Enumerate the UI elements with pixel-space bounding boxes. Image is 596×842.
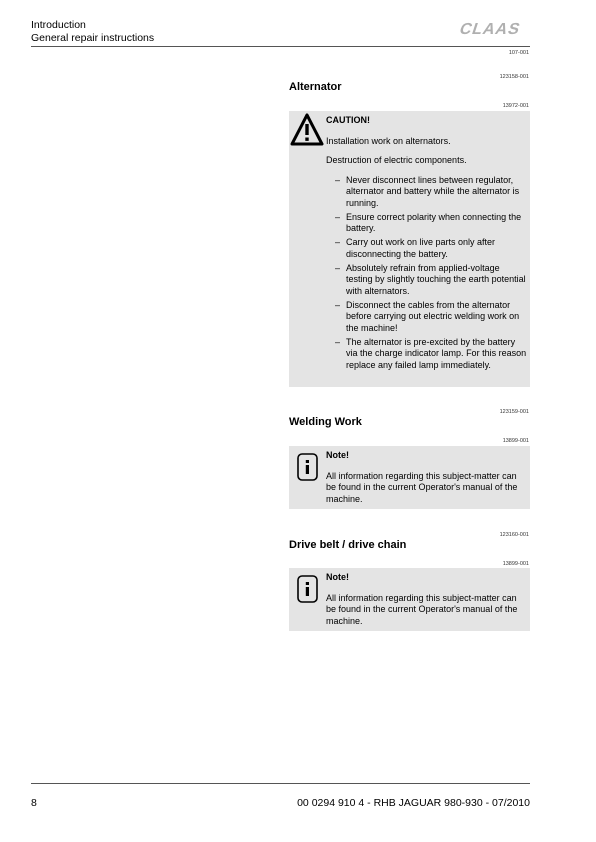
welding-title: Welding Work (289, 416, 362, 428)
alternator-ref: 123158-001 (499, 74, 529, 80)
alternator-panel-ref: 13972-001 (502, 103, 529, 109)
warning-triangle-icon (289, 111, 325, 156)
welding-note-text: All information regarding this subject-matter can be found in the current Operator's manual of the machine. (326, 470, 518, 504)
caution-intro-2: Destruction of electric components. (326, 155, 467, 165)
list-item: – Carry out work on live parts only after disconnecting the battery. (335, 237, 496, 259)
list-item: – Disconnect the cables from the alternator before carrying out electric welding work on the machine! (335, 299, 520, 333)
caution-intro-1: Installation work on alternators. (326, 135, 451, 146)
info-icon (289, 446, 325, 491)
header-ref: 107-001 (508, 50, 529, 56)
list-item: – Ensure correct polarity when connecting the battery. (335, 211, 522, 233)
welding-note-heading: Note! (326, 450, 349, 460)
welding-note-panel (289, 446, 530, 509)
list-item: – Never disconnect lines between regulator, alternator and battery while the alternator is running. (335, 174, 520, 208)
drive-note-panel (289, 568, 530, 631)
caution-panel (289, 111, 530, 387)
drive-ref: 123160-001 (499, 532, 529, 538)
caution-list (326, 175, 528, 372)
document-number: 00 0294 910 4 - RHB JAGUAR 980-930 - 07/2010 (297, 797, 530, 809)
welding-panel-ref: 13899-001 (502, 438, 529, 444)
header-chapter: Introduction (31, 19, 86, 31)
drive-note-heading: Note! (326, 572, 349, 582)
list-item: – The alternator is pre-excited by the battery via the charge indicator lamp. For this reason replace any failed lamp immediately. (335, 336, 527, 370)
logo-text: CLAAS (457, 20, 523, 36)
footer-rule (31, 783, 530, 784)
list-item: – Absolutely refrain from applied-voltage testing by slightly touching the earth potential with alternators. (335, 262, 526, 296)
alternator-title: Alternator (289, 81, 342, 93)
claas-logo (455, 20, 531, 36)
caution-heading: CAUTION! (326, 115, 370, 125)
info-icon (289, 568, 325, 613)
header-section: General repair instructions (31, 32, 155, 44)
drive-title: Drive belt / drive chain (289, 539, 407, 551)
drive-note-text: All information regarding this subject-matter can be found in the current Operator's manual of the machine. (326, 592, 518, 626)
page-number: 8 (31, 797, 37, 809)
drive-panel-ref: 13899-001 (502, 561, 529, 567)
welding-ref: 123159-001 (499, 409, 529, 415)
header-rule (31, 46, 530, 47)
